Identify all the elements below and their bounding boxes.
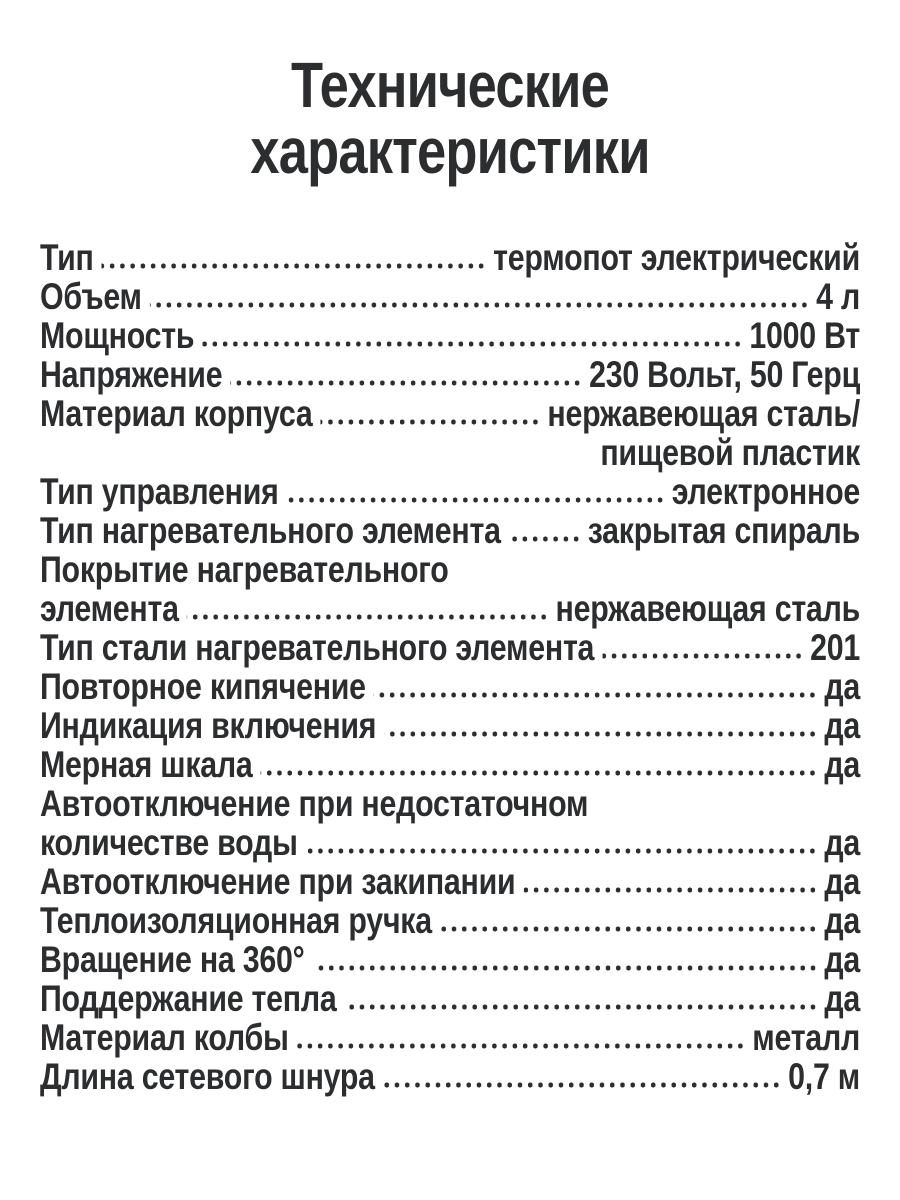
spec-label: элемента [40, 588, 179, 629]
spec-list [40, 238, 860, 1096]
spec-label: Объем [40, 276, 142, 317]
spec-row [40, 238, 860, 277]
spec-value: нержавеющая сталь [555, 588, 860, 629]
spec-row [40, 628, 860, 667]
spec-row [40, 862, 860, 901]
spec-label: Автоотключение при недостаточном [40, 783, 589, 824]
spec-label: Материал колбы [40, 1017, 289, 1058]
spec-row [40, 784, 860, 823]
spec-value: да [824, 900, 860, 941]
spec-label: Повторное кипячение [40, 666, 366, 707]
spec-value: да [824, 978, 860, 1019]
dotted-leader [345, 1003, 818, 1011]
spec-row [40, 667, 860, 706]
spec-label: Длина сетевого шнура [40, 1056, 375, 1097]
spec-value: 0,7 м [788, 1056, 860, 1097]
spec-row [40, 823, 860, 862]
dotted-leader [202, 340, 742, 348]
spec-row [40, 1018, 860, 1057]
spec-label: Мощность [40, 315, 195, 356]
spec-row [40, 394, 860, 433]
spec-row [40, 472, 860, 511]
spec-label: Теплоизоляционная ручка [40, 900, 432, 941]
dotted-leader [102, 262, 487, 270]
dotted-leader [440, 925, 818, 933]
spec-value: да [824, 666, 860, 707]
dotted-leader [509, 535, 581, 543]
spec-label: Вращение на 360° [40, 939, 305, 980]
dotted-leader [602, 652, 803, 660]
spec-value: 1000 Вт [749, 315, 860, 356]
spec-value: 4 л [816, 276, 860, 317]
spec-row [40, 511, 860, 550]
spec-row [40, 277, 860, 316]
spec-label: Автоотключение при закипании [40, 861, 516, 902]
spec-row [40, 979, 860, 1018]
page-title: Технические характеристики [250, 49, 650, 187]
dotted-leader [321, 418, 541, 426]
dotted-leader [150, 301, 810, 309]
spec-value: пищевой пластик [600, 432, 860, 473]
spec-row [40, 901, 860, 940]
spec-row [40, 589, 860, 628]
spec-value: термопот электрический [493, 237, 860, 278]
spec-row [40, 316, 860, 355]
spec-value: да [824, 861, 860, 902]
dotted-leader [261, 769, 818, 777]
spec-row [40, 706, 860, 745]
spec-value: 201 [810, 627, 860, 668]
dotted-leader [313, 964, 818, 972]
dotted-leader [187, 613, 549, 621]
spec-label: Тип [40, 237, 94, 278]
spec-label: Тип нагревательного элемента [40, 510, 501, 551]
spec-label: Индикация включения [40, 705, 377, 746]
spec-value: металл [752, 1017, 860, 1058]
spec-value: да [824, 705, 860, 746]
spec-label: Мерная шкала [40, 744, 253, 785]
spec-row [40, 355, 860, 394]
dotted-leader [287, 496, 665, 504]
spec-label: Материал корпуса [40, 393, 313, 434]
spec-row [40, 433, 860, 472]
spec-label: Тип стали нагревательного элемента [40, 627, 595, 668]
dotted-leader [383, 1081, 782, 1089]
spec-row [40, 1057, 860, 1096]
dotted-leader [231, 379, 583, 387]
spec-label: Поддержание тепла [40, 978, 337, 1019]
dotted-leader [374, 691, 818, 699]
dotted-leader [524, 886, 818, 894]
spec-label: Тип управления [40, 471, 279, 512]
spec-label: количестве воды [40, 822, 298, 863]
dotted-leader [297, 1042, 746, 1050]
spec-value: да [824, 744, 860, 785]
spec-row [40, 550, 860, 589]
spec-value: да [824, 939, 860, 980]
dotted-leader [384, 730, 817, 738]
spec-value: нержавеющая сталь/ [547, 393, 860, 434]
spec-label: Напряжение [40, 354, 223, 395]
spec-row [40, 940, 860, 979]
spec-label: Покрытие нагревательного [40, 549, 449, 590]
spec-value: да [824, 822, 860, 863]
spec-value: 230 Вольт, 50 Герц [589, 354, 860, 395]
spec-value: электронное [671, 471, 860, 512]
spec-value: закрытая спираль [587, 510, 860, 551]
spec-row [40, 745, 860, 784]
dotted-leader [306, 847, 818, 855]
